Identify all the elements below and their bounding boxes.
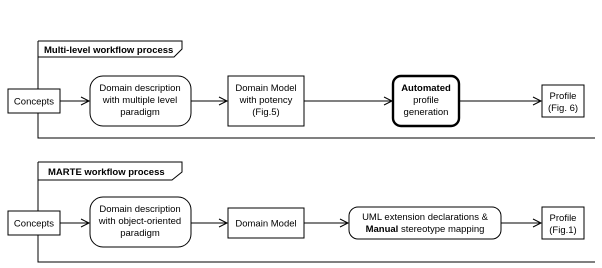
automated-profile-label: profile [413, 95, 439, 106]
marte-section [8, 162, 595, 262]
multilevel-concepts-label: Concepts [13, 96, 55, 108]
multilevel-domain-description-line1: Domain description [99, 83, 181, 94]
uml-extension-line1: UML extension declarations & [362, 212, 488, 223]
marte-title: MARTE workflow process [48, 167, 165, 178]
multilevel-title: Multi-level workflow process [44, 45, 174, 56]
marte-domain-description-line2: with object-oriented [98, 216, 182, 227]
uml-extension-line2 [366, 224, 485, 235]
multilevel-domain-description-line3: paradigm [120, 107, 160, 118]
marte-domain-description-line1: Domain description [99, 204, 181, 215]
automated-label: Automated [401, 83, 451, 94]
marte-concepts-label: Concepts [13, 218, 55, 230]
marte-domain-model-label: Domain Model [235, 218, 297, 230]
multilevel-profile-line1: Profile [549, 91, 577, 102]
multilevel-domain-model-line2: with potency [239, 95, 293, 106]
manual-label: Manual [365, 224, 399, 235]
marte-domain-description-line3: paradigm [120, 228, 160, 239]
automated-generation-label: generation [403, 107, 449, 118]
stereotype-mapping-label: stereotype mapping [398, 224, 485, 235]
multilevel-section [8, 41, 595, 138]
multilevel-domain-model-line1: Domain Model [235, 83, 297, 94]
multilevel-domain-model-line3: (Fig.5) [252, 107, 280, 118]
multilevel-profile-line2: (Fig. 6) [547, 103, 579, 114]
multilevel-domain-description-line2: with multiple level [102, 95, 178, 106]
marte-profile-line1: Profile [549, 213, 577, 224]
marte-profile-line2: (Fig.1) [549, 225, 577, 236]
